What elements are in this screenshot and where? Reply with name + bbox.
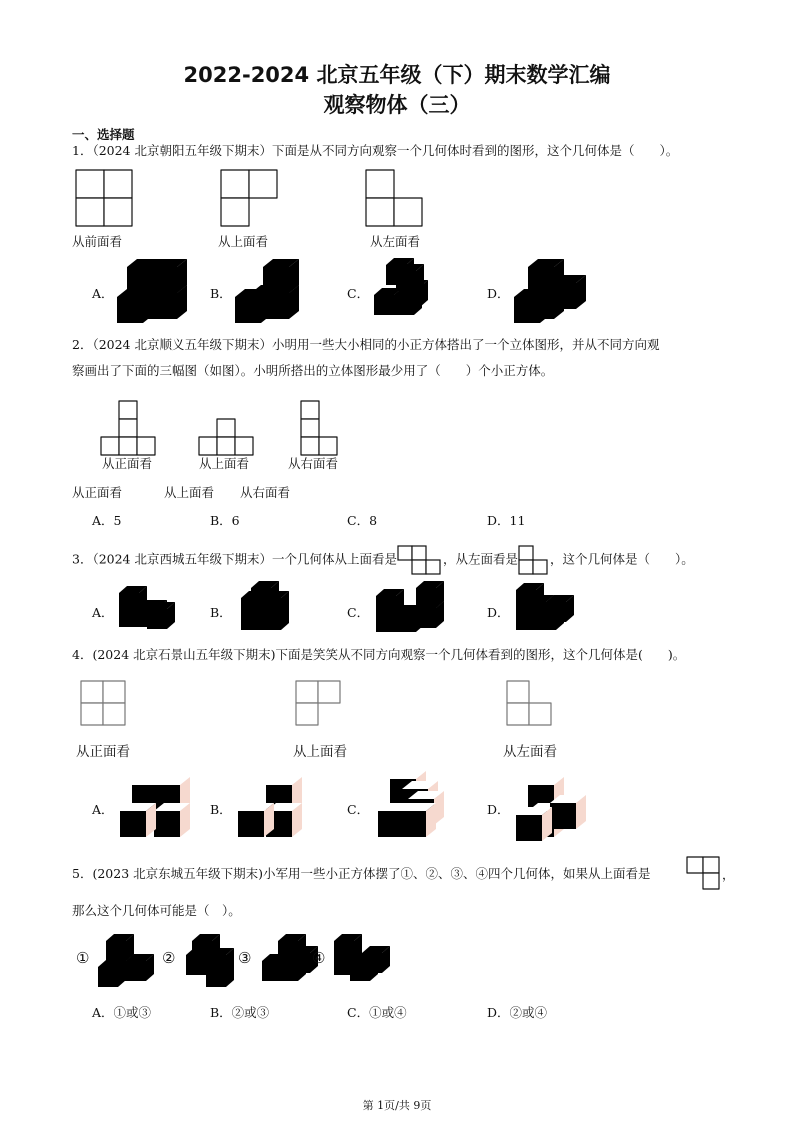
q5-mark-1: ①	[76, 949, 90, 967]
q1-option-a[interactable]: A．	[92, 286, 114, 301]
question-4-text: 4．(2024 北京石景山五年级下期末)下面是笑笑从不同方向观察一个几何体看到的图形，这个几何体是( )。	[72, 647, 686, 662]
q1-front-view	[75, 169, 133, 227]
q4-label-top: 从上面看	[293, 744, 347, 760]
q5-option-a[interactable]: A．①或③	[92, 1005, 152, 1020]
q4-front-view	[80, 680, 128, 726]
q4-label-front: 从正面看	[76, 744, 130, 760]
q5-option-d[interactable]: D．②或④	[487, 1005, 548, 1020]
question-1-text: 1．（2024 北京朝阳五年级下期末）下面是从不同方向观察一个几何体时看到的图形，这个几何体是（ ）。	[72, 143, 679, 158]
page-footer: 第 1页/共 9页	[362, 1099, 432, 1112]
q3-option-c-figure[interactable]	[372, 582, 444, 632]
q2-option-b[interactable]: B．6	[210, 513, 240, 528]
q2-right-view	[300, 400, 340, 456]
q2-label-front: 从正面看	[102, 456, 153, 471]
q5-figure-1[interactable]	[96, 933, 162, 989]
q3-text-a: 3．（2024 北京西城五年级下期末）一个几何体从上面看是	[72, 551, 397, 567]
page-subtitle: 观察物体（三）	[323, 93, 471, 117]
q1-option-c[interactable]: C．	[347, 286, 370, 301]
q3-left-view-inline	[518, 545, 550, 575]
page-title: 2022-2024 北京五年级（下）期末数学汇编	[183, 63, 611, 87]
q4-option-c-figure[interactable]	[376, 775, 448, 839]
q4-option-b-figure[interactable]	[236, 777, 308, 839]
q4-option-c[interactable]: C．	[347, 802, 370, 817]
q3-text-c: ，这个几何体是（ ）。	[550, 551, 694, 567]
q1-option-a-figure[interactable]	[115, 257, 187, 325]
q4-option-a[interactable]: A．	[92, 802, 114, 817]
q3-option-a-figure[interactable]	[117, 585, 183, 633]
q5-mark-4: ④	[312, 949, 326, 967]
q2-label-front-repeat: 从正面看	[72, 485, 123, 500]
q2-option-c[interactable]: C．8	[347, 513, 378, 528]
q3-option-a[interactable]: A．	[92, 605, 114, 620]
q2-front-view	[100, 400, 156, 456]
q3-option-d[interactable]: D．	[487, 605, 510, 620]
q1-label-front: 从前面看	[72, 234, 123, 249]
q5-option-c[interactable]: C．①或④	[347, 1005, 407, 1020]
q1-label-left: 从左面看	[370, 234, 421, 249]
q2-top-view	[198, 400, 254, 456]
q5-comma: ，	[722, 867, 735, 882]
q3-option-d-figure[interactable]	[512, 582, 578, 632]
q4-option-d[interactable]: D．	[487, 802, 510, 817]
q4-option-d-figure[interactable]	[514, 777, 594, 839]
q3-option-c[interactable]: C．	[347, 605, 370, 620]
question-5-text-line2: 那么这个几何体可能是（ ）。	[72, 903, 241, 918]
question-2-text-line2: 察画出了下面的三幅图（如图）。小明所搭出的立体图形最少用了（ ）个小正方体。	[72, 363, 554, 378]
q1-option-b-figure[interactable]	[233, 257, 305, 325]
q3-text-b: ，从左面看是	[443, 551, 519, 567]
q4-left-view	[506, 680, 554, 726]
q4-top-view	[295, 680, 343, 726]
q1-top-view	[220, 169, 278, 227]
q1-option-d[interactable]: D．	[487, 286, 510, 301]
q5-mark-3: ③	[238, 949, 252, 967]
question-3-text	[72, 545, 694, 575]
question-2-text-line1: 2．（2024 北京顺义五年级下期末）小明用一些大小相同的小正方体搭出了一个立体图形，并从不同方向观	[72, 337, 660, 352]
q4-option-a-figure[interactable]	[118, 777, 190, 839]
section-heading: 一、选择题	[72, 127, 135, 142]
q1-option-c-figure[interactable]	[370, 257, 442, 325]
q4-option-b[interactable]: B．	[210, 802, 232, 817]
q3-option-b[interactable]: B．	[210, 605, 232, 620]
q3-option-b-figure[interactable]	[235, 582, 301, 632]
q2-option-d[interactable]: D．11	[487, 513, 526, 528]
q5-option-b[interactable]: B．②或③	[210, 1005, 270, 1020]
q1-left-view	[365, 169, 423, 227]
q5-top-view-inline	[686, 856, 722, 892]
q1-option-b[interactable]: B．	[210, 286, 232, 301]
q2-label-right: 从右面看	[288, 456, 339, 471]
question-5-text-line1: 5．(2023 北京东城五年级下期末)小军用一些小正方体摆了①、②、③、④四个几何体，如果从上面看是	[72, 866, 651, 881]
q4-label-left: 从左面看	[503, 744, 557, 760]
q2-label-top: 从上面看	[199, 456, 250, 471]
q2-option-a[interactable]: A．5	[92, 513, 122, 528]
q5-figure-4[interactable]	[330, 933, 396, 989]
q2-label-right-repeat: 从右面看	[240, 485, 291, 500]
q2-label-top-repeat: 从上面看	[164, 485, 215, 500]
q5-mark-2: ②	[162, 949, 176, 967]
q3-top-view-inline	[397, 545, 443, 575]
q1-option-d-figure[interactable]	[510, 257, 590, 325]
q1-label-top: 从上面看	[218, 234, 269, 249]
